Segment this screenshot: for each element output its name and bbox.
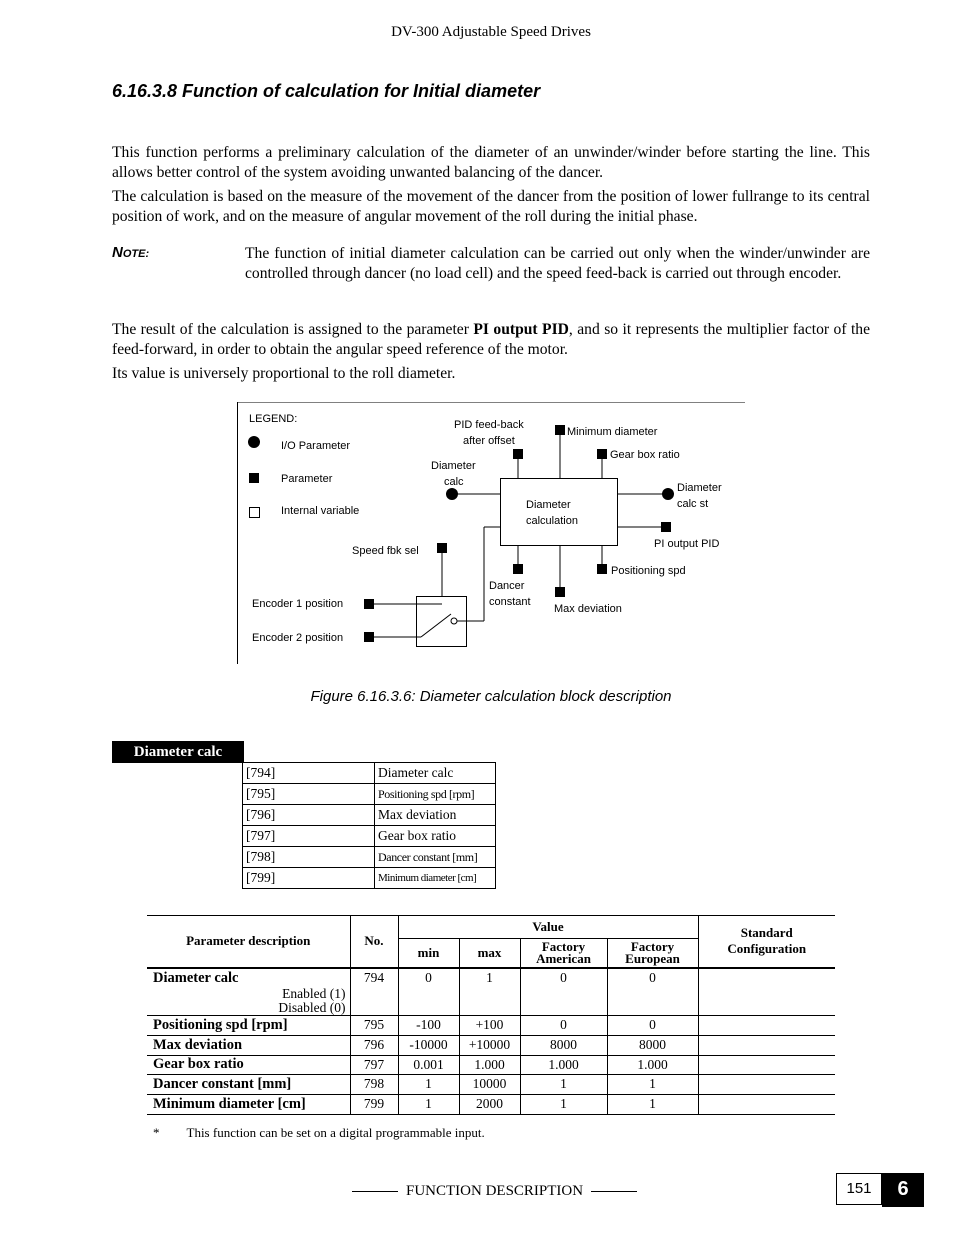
row-number: 797 xyxy=(350,1055,398,1074)
row-min: 1 xyxy=(398,1074,459,1094)
row-standard xyxy=(698,968,835,1016)
col-standard: Standard Configuration xyxy=(698,916,835,968)
row-description: Minimum diameter [cm] xyxy=(147,1094,350,1114)
row-max: 1.000 xyxy=(459,1055,520,1074)
encoder1-marker xyxy=(364,599,374,609)
parameter-id: [796] xyxy=(243,805,375,826)
row-max: 10000 xyxy=(459,1074,520,1094)
table-row xyxy=(147,1094,835,1114)
encoder1-label: Encoder 1 position xyxy=(252,598,344,610)
row-number: 798 xyxy=(350,1074,398,1094)
diameter-calc-label-2: calc xyxy=(444,476,464,488)
paragraph-result: The result of the calculation is assigned to the parameter PI output PID, and so it represents the multiplier factor of the feed-forward, in order to obtain the angular speed reference of the motor. xyxy=(112,321,871,358)
diameter-calc-st-marker xyxy=(662,488,674,500)
parameter-row xyxy=(243,847,496,868)
parameter-name: Positioning spd [rpm] xyxy=(375,784,496,805)
parameter-id: [797] xyxy=(243,826,375,847)
col-min: min xyxy=(398,939,459,968)
encoder2-label: Encoder 2 position xyxy=(252,632,344,644)
diameter-calc-st-label-1: Diameter xyxy=(677,482,722,494)
col-factory-american: Factory American xyxy=(520,939,607,968)
max-deviation-marker xyxy=(555,587,565,597)
pid-feedback-label-2: after offset xyxy=(463,435,515,447)
paragraph-calculation: The calculation is based on the measure of the movement of the dancer from the position of lower fullrange to its central position of work, and on the measure of angular movement of the roll during the initial phase. xyxy=(112,188,870,225)
parameter-name: Diameter calc xyxy=(375,763,496,784)
row-factory-american: 1 xyxy=(520,1094,607,1114)
table-row xyxy=(147,1074,835,1094)
parameter-row xyxy=(243,763,496,784)
parameter-name: Minimum diameter [cm] xyxy=(375,868,496,889)
row-number: 794 xyxy=(350,968,398,1016)
diameter-calc-marker xyxy=(446,488,458,500)
table-row xyxy=(147,1015,835,1035)
note-text: The function of initial diameter calculation can be carried out only when the winder/unwinder are controlled through dancer (no load cell) and the speed feed-back is carried out through encoder. xyxy=(245,245,870,282)
positioning-spd-marker xyxy=(597,564,607,574)
row-standard xyxy=(698,1074,835,1094)
pid-feedback-label-1: PID feed-back xyxy=(454,419,524,431)
page-header: DV-300 Adjustable Speed Drives xyxy=(391,24,591,40)
row-standard xyxy=(698,1094,835,1114)
parameter-table xyxy=(147,915,835,1115)
row-factory-american: 8000 xyxy=(520,1035,607,1055)
minimum-diameter-label: Minimum diameter xyxy=(567,426,658,438)
col-number: No. xyxy=(350,916,398,968)
legend-internal-marker xyxy=(250,508,260,518)
parameter-id: [795] xyxy=(243,784,375,805)
row-number: 796 xyxy=(350,1035,398,1055)
block-label-1: Diameter xyxy=(526,499,571,511)
table-row xyxy=(147,968,835,1016)
max-deviation-label: Max deviation xyxy=(554,603,622,615)
parameter-id: [799] xyxy=(243,868,375,889)
legend-io-label: I/O Parameter xyxy=(281,440,351,452)
paragraph-proportional: Its value is universely proportional to the roll diameter. xyxy=(112,365,456,382)
row-number: 799 xyxy=(350,1094,398,1114)
row-factory-american: 0 xyxy=(520,1015,607,1035)
row-factory-european: 1 xyxy=(607,1074,698,1094)
dancer-constant-label-2: constant xyxy=(489,596,531,608)
row-max: 1 xyxy=(459,968,520,1016)
row-factory-american: 1 xyxy=(520,1074,607,1094)
parameter-list xyxy=(242,762,496,889)
row-number: 795 xyxy=(350,1015,398,1035)
row-factory-european: 0 xyxy=(607,968,698,1016)
legend-io-marker xyxy=(248,436,260,448)
table-row xyxy=(147,1055,835,1074)
pid-feedback-marker xyxy=(513,449,523,459)
section-title: 6.16.3.8 Function of calculation for Initial diameter xyxy=(112,81,541,101)
col-factory-european: Factory European xyxy=(607,939,698,968)
row-max: 2000 xyxy=(459,1094,520,1114)
parameter-row xyxy=(243,805,496,826)
row-description: Max deviation xyxy=(147,1035,350,1055)
legend-title: LEGEND: xyxy=(249,413,298,425)
page-number: 151 xyxy=(836,1173,882,1205)
row-factory-european: 1.000 xyxy=(607,1055,698,1074)
table-row xyxy=(147,1035,835,1055)
pi-output-pid-label: PI output PID xyxy=(654,538,720,550)
row-factory-american: 0 xyxy=(520,968,607,1016)
row-standard xyxy=(698,1035,835,1055)
col-value: Value xyxy=(398,916,698,939)
parameter-row xyxy=(243,826,496,847)
row-standard xyxy=(698,1015,835,1035)
row-factory-european: 0 xyxy=(607,1015,698,1035)
encoder2-marker xyxy=(364,632,374,642)
page-footer: FUNCTION DESCRIPTION xyxy=(344,1183,645,1200)
gear-box-ratio-marker xyxy=(597,449,607,459)
gear-box-ratio-label: Gear box ratio xyxy=(610,449,680,461)
dancer-constant-marker xyxy=(513,564,523,574)
row-factory-american: 1.000 xyxy=(520,1055,607,1074)
menu-tag: Diameter calc xyxy=(112,741,244,763)
diameter-calculation-block xyxy=(501,479,618,546)
paragraph-intro: This function performs a preliminary calculation of the diameter of an unwinder/winder before starting the line. This allows better control of the system avoiding unwanted balancing of the dancer. xyxy=(112,144,870,181)
row-min: 0 xyxy=(398,968,459,1016)
parameter-name: Max deviation xyxy=(375,805,496,826)
parameter-name: Gear box ratio xyxy=(375,826,496,847)
dancer-constant-label-1: Dancer xyxy=(489,580,525,592)
chapter-tab: 6 xyxy=(882,1173,924,1207)
parameter-id: [794] xyxy=(243,763,375,784)
row-min: -10000 xyxy=(398,1035,459,1055)
pi-output-pid-marker xyxy=(661,522,671,532)
row-description: Positioning spd [rpm] xyxy=(147,1015,350,1035)
figure-caption: Figure 6.16.3.6: Diameter calculation block description xyxy=(310,688,672,705)
row-description: Diameter calc Enabled (1) Disabled (0) xyxy=(147,968,350,1016)
parameter-row xyxy=(243,784,496,805)
row-description: Gear box ratio xyxy=(147,1055,350,1074)
row-max: +10000 xyxy=(459,1035,520,1055)
row-standard xyxy=(698,1055,835,1074)
row-factory-european: 8000 xyxy=(607,1035,698,1055)
row-max: +100 xyxy=(459,1015,520,1035)
positioning-spd-label: Positioning spd xyxy=(611,565,686,577)
row-min: -100 xyxy=(398,1015,459,1035)
parameter-name: Dancer constant [mm] xyxy=(375,847,496,868)
legend-internal-label: Internal variable xyxy=(281,505,360,517)
speed-fbk-sel-label: Speed fbk sel xyxy=(352,545,419,557)
block-label-2: calculation xyxy=(526,515,578,527)
row-factory-european: 1 xyxy=(607,1094,698,1114)
parameter-id: [798] xyxy=(243,847,375,868)
speed-fbk-sel-marker xyxy=(437,543,447,553)
note-label: NOTE: xyxy=(112,244,150,261)
diameter-calc-label-1: Diameter xyxy=(431,460,476,472)
diameter-calc-st-label-2: calc st xyxy=(677,498,709,510)
parameter-row xyxy=(243,868,496,889)
minimum-diameter-marker xyxy=(555,425,565,435)
legend-param-label: Parameter xyxy=(281,473,333,485)
row-description: Dancer constant [mm] xyxy=(147,1074,350,1094)
col-description: Parameter description xyxy=(147,916,350,968)
legend-param-marker xyxy=(249,473,259,483)
footnote: * This function can be set on a digital programmable input. xyxy=(153,1125,485,1140)
row-min: 0.001 xyxy=(398,1055,459,1074)
col-max: max xyxy=(459,939,520,968)
row-min: 1 xyxy=(398,1094,459,1114)
diameter-calculation-diagram xyxy=(237,402,747,666)
